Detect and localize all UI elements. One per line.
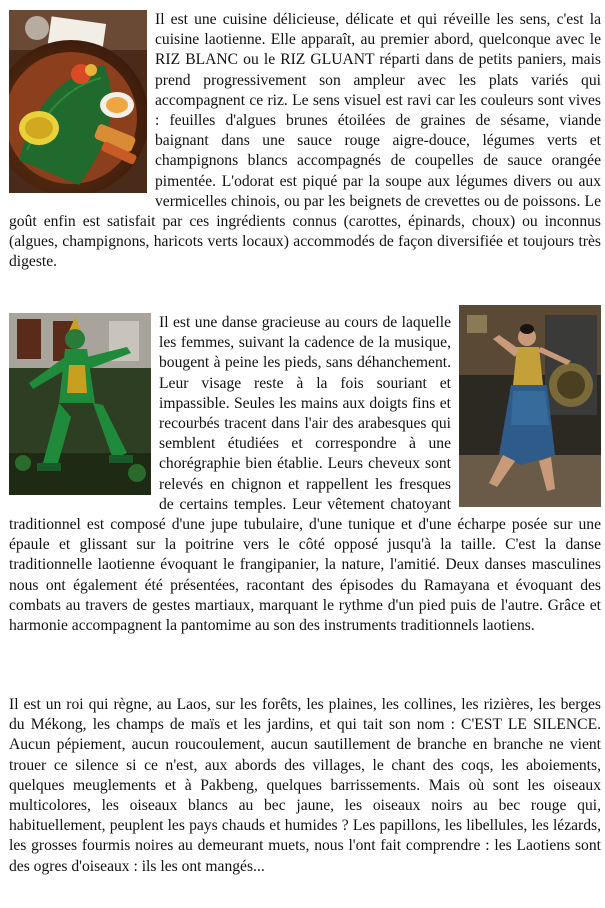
female-dancer-photo <box>459 305 601 507</box>
paragraph-danse: Il est une danse gracieuse au cours de laquelle les femmes, suivant la cadence de la musique, bougent à peine les pieds, sans déhanchement. Leur visage reste à la fois souriant et impassible. Seules les mains aux doigts fins et recourbés tracent dans l'air des arabesques qui semblent étudiées et correspondre à une chorégraphie bien établie. Leurs cheveux sont relevés en chignon et rappellent les fresques de certains temples. Leur vêtement chatoyant traditionnel est composé d'une jupe tubulaire, d'une tunique et d'une écharpe posée sur une épaule et glissant sur la poitrine vers le côté opposé jusqu'à la taille. C'est la danse traditionnelle laotienne évoquant le frangipanier, la nature, l'amitié. Deux danses masculines nous ont également été présentées, racontant des épisodes du Ramayana et évoquant des combats au travers de gestes martiaux, marquant le rythme d'un pied puis de l'autre. Grâce et harmonie accompagnent la pantomime au son des instruments traditionnels laotiens. <box>9 313 601 636</box>
laotian-food-photo <box>9 10 147 193</box>
paragraph-silence: Il est un roi qui règne, au Laos, sur les forêts, les plaines, les collines, les rizières, les berges du Mékong, les champs de maïs et les jardins, et qui tait son nom : C'EST LE SILENCE. Aucun pépiement, aucun roucoulement, aucun sautillement de branche en branche ne vient trouer ce silence si ce n'est, aux abords des villages, le chant des coqs, les aboiements, quelques meuglements et à Pakbeng, quelques barrissements. Mais où sont les oiseaux multicolores, les oiseaux blancs au bec jaune, les oiseaux noirs au bec rouge qui, habituellement, peuplent les pays chauds et humides ? Les papillons, les libellules, les lézards, les grosses fourmis noires au demeurant muets, nous l'ont fait comprendre : les Laotiens sont des ogres d'oiseaux : ils les ont mangés... <box>9 696 601 875</box>
paragraph-cuisine: Il est une cuisine délicieuse, délicate et qui réveille les sens, c'est la cuisine laotienne. Elle apparaît, au premier abord, quelconque avec le RIZ BLANC ou le RIZ GLUANT réparti dans de petits paniers, mais prend progressivement son ampleur avec les plats variés qui accompagnent ce riz. Le sens visuel est ravi car les couleurs sont vives : feuilles d'algues brunes étoilées de graines de sésame, viande baignant dans une sauce rouge aigre-douce, légumes verts et champignons blancs accompagnés de coupelles de sauce orangée pimentée. L'odorat est piqué par la soupe aux légumes divers ou aux vermicelles chinois, ou par les beignets de crevettes ou de poissons. Le goût enfin est satisfait par ces ingrédients connus (carottes, épinards, choux) ou inconnus (algues, champignons, haricots verts locaux) accommodés de façon diversifiée et toujours très digeste. <box>9 10 601 273</box>
male-dancer-photo <box>9 313 151 495</box>
